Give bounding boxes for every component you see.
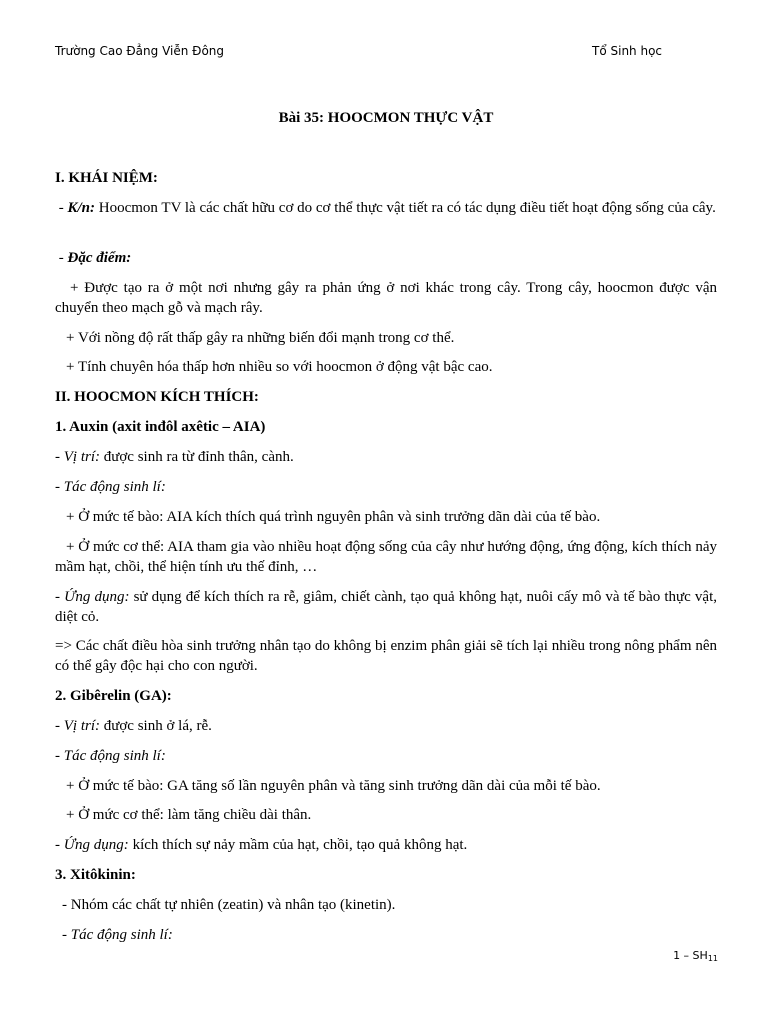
definition-dash: - bbox=[55, 200, 68, 216]
auxin-effects-heading: - Tác động sinh lí: bbox=[55, 479, 166, 495]
gibberellin-effects-heading: - Tác động sinh lí: bbox=[55, 748, 166, 764]
cytokinin-effects-heading: - Tác động sinh lí: bbox=[62, 927, 173, 943]
auxin-application-dash: - bbox=[55, 589, 65, 605]
features-heading bbox=[55, 248, 717, 268]
section-1-heading: I. KHÁI NIỆM: bbox=[55, 170, 158, 186]
auxin-note: => Các chất điều hòa sinh trưởng nhân tạo do không bị enzim phân giải sẽ tích lại nhiều trong nông phẩm nên có thể gây độc hại cho con người. bbox=[55, 638, 717, 674]
definition-paragraph bbox=[55, 198, 717, 218]
auxin-location-text: được sinh ra từ đỉnh thân, cành. bbox=[100, 449, 294, 465]
page-number: 1 – SH bbox=[673, 949, 708, 962]
section-2-heading: II. HOOCMON KÍCH THÍCH: bbox=[55, 389, 259, 405]
gibberellin-cell-level: + Ở mức tế bào: GA tăng số lần nguyên phân và tăng sinh trưởng dãn dài của mỗi tế bào. bbox=[66, 778, 601, 794]
gibberellin-application-text: kích thích sự nảy mầm của hạt, chồi, tạo quả không hạt. bbox=[128, 837, 468, 853]
auxin-application-text: sử dụng để kích thích ra rễ, giâm, chiết cành, tạo quả không hạt, nuôi cấy mô và tế bào thực vật, diệt cỏ. bbox=[55, 589, 717, 625]
auxin-application-label: Ứng dụng: bbox=[64, 589, 130, 605]
page-title: Bài 35: HOOCMON THỰC VẬT bbox=[278, 110, 494, 126]
auxin-heading: 1. Auxin (axit inđôl axêtic – AIA) bbox=[55, 419, 266, 435]
feature-item-1: + Được tạo ra ở một nơi nhưng gây ra phản ứng ở nơi khác trong cây. Trong cây, hoocmon được vận chuyển theo mạch gỗ và mạch rây. bbox=[55, 280, 717, 316]
features-label: Đặc điểm: bbox=[67, 250, 132, 266]
cytokinin-heading: 3. Xitôkinin: bbox=[55, 867, 136, 883]
feature-item-2: + Với nồng độ rất thấp gây ra những biến đổi mạnh trong cơ thể. bbox=[66, 330, 455, 346]
auxin-location-label: Vị trí: bbox=[63, 449, 100, 465]
gibberellin-application-label: Ứng dụng: bbox=[63, 837, 129, 853]
page-number-subscript: 11 bbox=[707, 954, 718, 963]
feature-item-3: + Tính chuyên hóa thấp hơn nhiều so với hoocmon ở động vật bậc cao. bbox=[66, 359, 493, 375]
header-department: Tổ Sinh học bbox=[592, 44, 663, 58]
auxin-body-level: + Ở mức cơ thể: AIA tham gia vào nhiều hoạt động sống của cây như hướng động, ứng động, kích thích nảy mầm hạt, chồi, thể hiện tính ưu thế đỉnh, … bbox=[55, 539, 717, 575]
auxin-location bbox=[55, 447, 717, 467]
definition-text: Hoocmon TV là các chất hữu cơ do cơ thể thực vật tiết ra có tác dụng điều tiết hoạt động sống của cây. bbox=[95, 200, 716, 216]
auxin-application bbox=[55, 587, 717, 627]
gibberellin-application bbox=[55, 835, 717, 855]
definition-label: K/n: bbox=[67, 200, 96, 216]
auxin-location-dash: - bbox=[55, 449, 64, 465]
cytokinin-group: - Nhóm các chất tự nhiên (zeatin) và nhân tạo (kinetin). bbox=[62, 897, 396, 913]
gibberellin-location-text: được sinh ở lá, rễ. bbox=[100, 718, 212, 734]
page-footer bbox=[673, 949, 718, 963]
gibberellin-heading: 2. Gibêrelin (GA): bbox=[55, 688, 172, 704]
gibberellin-body-level: + Ở mức cơ thể: làm tăng chiều dài thân. bbox=[66, 807, 312, 823]
features-dash: - bbox=[55, 250, 68, 266]
gibberellin-location bbox=[55, 716, 717, 736]
auxin-cell-level: + Ở mức tế bào: AIA kích thích quá trình nguyên phân và sinh trưởng dãn dài của tế bào. bbox=[66, 509, 601, 525]
gibberellin-location-dash: - bbox=[55, 718, 64, 734]
gibberellin-location-label: Vị trí: bbox=[63, 718, 100, 734]
header-school: Trường Cao Đẳng Viễn Đông bbox=[55, 44, 225, 58]
gibberellin-application-dash: - bbox=[55, 837, 64, 853]
